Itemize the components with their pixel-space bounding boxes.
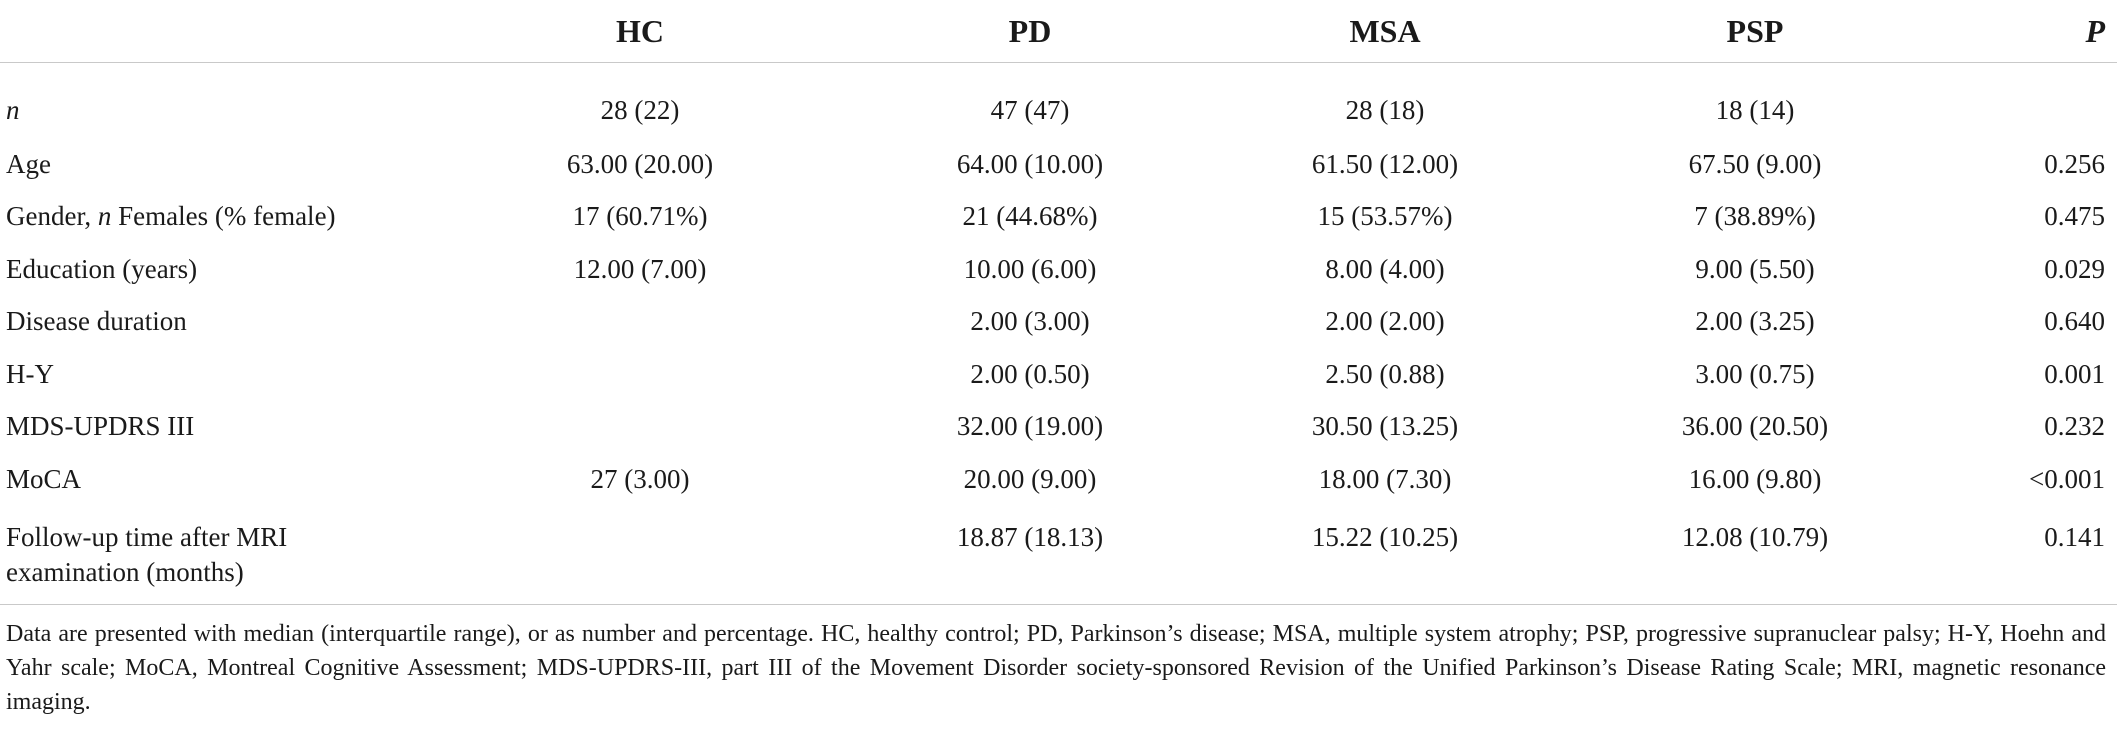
table-row	[0, 401, 2117, 454]
row-label	[0, 296, 420, 349]
row-label-text: Follow-up time after MRI examination (months)	[6, 521, 288, 587]
cell-psp: 18 (14)	[1715, 95, 1795, 125]
table-body	[0, 63, 2117, 605]
row-label-text: MDS-UPDRS III	[6, 411, 195, 442]
cell-hc	[420, 348, 860, 401]
cell-pd: 21 (44.68%)	[962, 201, 1098, 232]
cell-p-value: 0.475	[2044, 201, 2105, 232]
cell-hc: 63.00 (20.00)	[566, 148, 714, 179]
cell-pd: 32.00 (19.00)	[956, 411, 1104, 442]
table-row	[0, 506, 2117, 605]
cell-msa: 28 (18)	[1345, 95, 1425, 125]
cell-p-value: 0.256	[2044, 148, 2105, 179]
cell-msa: 2.50 (0.88)	[1325, 358, 1445, 389]
cell-psp: 7 (38.89%)	[1694, 201, 1816, 232]
table-header-row	[0, 0, 2117, 63]
cell-p-value: 0.640	[2044, 306, 2105, 337]
cell-hc: 12.00 (7.00)	[573, 253, 707, 284]
table-footnote: Data are presented with median (interquartile range), or as number and percentage. HC, healthy control; PD, Parkinson’s disease; MSA, multiple system atrophy; PSP, progressive supranuclear palsy; H-Y, Hoehn and Yahr scale; MoCA, Montreal Cognitive Assessment; MDS-UPDRS-III, part III of the Movement Disorder society-sponsored Revision of the Unified Parkinson’s Disease Rating Scale; MRI, magnetic resonance imaging.	[6, 621, 2106, 715]
row-label-text: Education (years)	[6, 253, 198, 284]
cell-msa: 8.00 (4.00)	[1325, 253, 1445, 284]
header-p-value: P	[1940, 0, 2117, 63]
cell-psp: 2.00 (3.25)	[1695, 306, 1815, 337]
cell-hc: 17 (60.71%)	[572, 201, 708, 232]
row-label-text: Disease duration	[6, 306, 187, 337]
row-label	[0, 453, 420, 506]
row-label	[0, 138, 420, 191]
cell-psp: 3.00 (0.75)	[1695, 358, 1815, 389]
row-label	[0, 243, 420, 296]
cell-p-value: 0.001	[2044, 358, 2105, 389]
cell-pd: 2.00 (3.00)	[970, 306, 1090, 337]
cell-pd: 18.87 (18.13)	[860, 506, 1200, 605]
row-label-italic: n	[6, 95, 20, 125]
cell-p-value	[1940, 63, 2117, 139]
cell-p-value: 0.029	[2044, 253, 2105, 284]
cell-hc	[420, 401, 860, 454]
row-label	[0, 191, 420, 244]
row-label	[0, 348, 420, 401]
table-row	[0, 296, 2117, 349]
cell-msa: 61.50 (12.00)	[1311, 148, 1459, 179]
cell-msa: 18.00 (7.30)	[1318, 463, 1452, 494]
cell-pd: 2.00 (0.50)	[970, 358, 1090, 389]
cell-pd: 47 (47)	[990, 95, 1070, 125]
cell-hc	[420, 296, 860, 349]
cell-hc: 27 (3.00)	[590, 463, 690, 494]
cell-psp: 16.00 (9.80)	[1688, 463, 1822, 494]
cell-p-value: 0.232	[2044, 411, 2105, 442]
header-variable	[0, 0, 420, 63]
row-label-text: MoCA	[6, 463, 82, 494]
table-row	[0, 243, 2117, 296]
table-row	[0, 63, 2117, 139]
row-label-text: Gender,	[6, 201, 98, 232]
cell-msa: 15.22 (10.25)	[1200, 506, 1570, 605]
row-label-suffix: Females (% female)	[111, 201, 336, 232]
row-label	[0, 506, 420, 605]
row-label-text: Age	[6, 148, 51, 179]
cell-msa: 2.00 (2.00)	[1325, 306, 1445, 337]
table-row	[0, 138, 2117, 191]
cell-msa: 30.50 (13.25)	[1311, 411, 1459, 442]
cell-hc: 28 (22)	[600, 95, 680, 125]
cell-pd: 20.00 (9.00)	[963, 463, 1097, 494]
row-label-italic: n	[97, 201, 112, 232]
header-hc: HC	[420, 0, 860, 63]
cell-pd: 10.00 (6.00)	[963, 253, 1097, 284]
row-label	[0, 401, 420, 454]
cell-psp: 36.00 (20.50)	[1681, 411, 1829, 442]
header-psp: PSP	[1570, 0, 1940, 63]
table-row	[0, 453, 2117, 506]
row-label-text: H-Y	[6, 358, 54, 389]
cell-psp: 12.08 (10.79)	[1570, 506, 1940, 605]
cell-psp: 9.00 (5.50)	[1695, 253, 1815, 284]
cell-psp: 67.50 (9.00)	[1688, 148, 1822, 179]
table-row	[0, 348, 2117, 401]
header-pd: PD	[860, 0, 1200, 63]
cell-p-value: <0.001	[2029, 463, 2105, 494]
row-label	[0, 63, 420, 139]
cell-pd: 64.00 (10.00)	[956, 148, 1104, 179]
cell-p-value: 0.141	[1940, 506, 2117, 605]
cell-msa: 15 (53.57%)	[1317, 201, 1453, 232]
table-row	[0, 191, 2117, 244]
cell-hc	[420, 506, 860, 605]
header-msa: MSA	[1200, 0, 1570, 63]
